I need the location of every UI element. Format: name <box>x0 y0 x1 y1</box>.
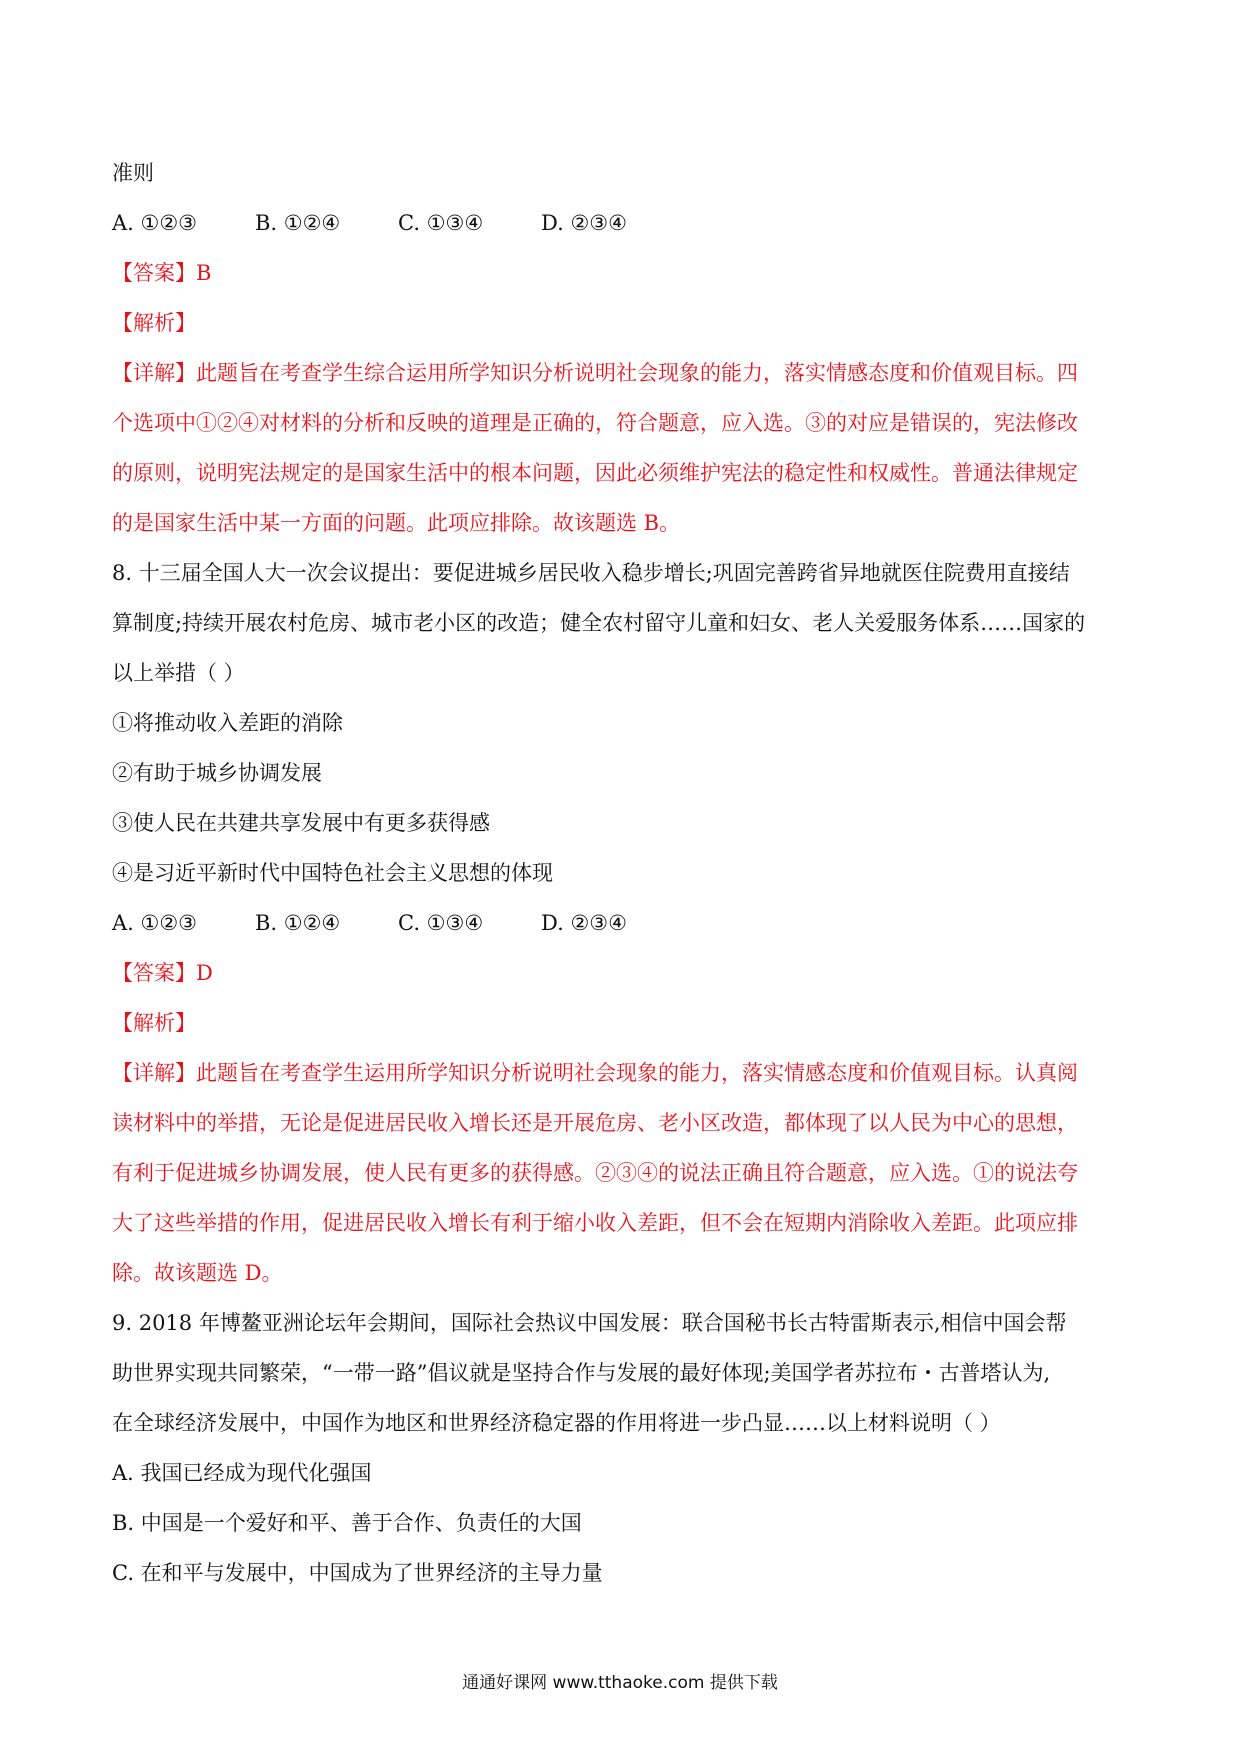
q8-choice-d: D. ②③④ <box>541 911 627 935</box>
q8-detail-line: 读材料中的举措，无论是促进居民收入增长还是开展危房、老小区改造，都体现了以人民为中心的思想， <box>112 1111 1078 1135</box>
q8-choice-b: B. ①②④ <box>255 911 341 935</box>
q8-stem-line: 8. 十三届全国人大一次会议提出：要促进城乡居民收入稳步增长;巩固完善跨省异地就医住院费用直接结 <box>112 561 1070 585</box>
q9-stem-line: 9. 2018 年博鳌亚洲论坛年会期间，国际社会热议中国发展：联合国秘书长古特雷斯表示,相信中国会帮 <box>112 1311 1067 1335</box>
q7-detail-line: 【详解】此题旨在考查学生综合运用所学知识分析说明社会现象的能力，落实情感态度和价值观目标。四 <box>112 361 1078 385</box>
document-page <box>112 148 1132 1598</box>
q8-detail-line: 【详解】此题旨在考查学生运用所学知识分析说明社会现象的能力，落实情感态度和价值观目标。认真阅 <box>112 1061 1078 1085</box>
q9-option-c: C. 在和平与发展中，中国成为了世界经济的主导力量 <box>112 1561 603 1585</box>
q8-choice-c: C. ①③④ <box>398 911 484 935</box>
q8-stem-line: 算制度;持续开展农村危房、城市老小区的改造；健全农村留守儿童和妇女、老人关爱服务体系……国家的 <box>112 611 1086 635</box>
q8-detail-line: 除。故该题选 D。 <box>112 1261 283 1285</box>
q8-item: ②有助于城乡协调发展 <box>112 761 322 785</box>
q9-option-a: A. 我国已经成为现代化强国 <box>112 1461 372 1485</box>
q8-analysis-label: 【解析】 <box>112 1011 196 1035</box>
q9-option-b: B. 中国是一个爱好和平、善于合作、负责任的大国 <box>112 1511 582 1535</box>
q8-choices <box>112 898 1132 948</box>
q7-choices <box>112 198 1132 248</box>
q8-stem-line: 以上举措（ ） <box>112 661 245 685</box>
q7-analysis-label: 【解析】 <box>112 311 196 335</box>
q7-choice-a: A. ①②③ <box>112 211 197 235</box>
q8-detail-line: 有利于促进城乡协调发展，使人民有更多的获得感。②③④的说法正确且符合题意，应入选。①的说法夸 <box>112 1161 1078 1185</box>
q7-answer: 【答案】B <box>112 261 212 285</box>
q7-choice-b: B. ①②④ <box>255 211 341 235</box>
q9-stem-line: 在全球经济发展中，中国作为地区和世界经济稳定器的作用将进一步凸显……以上材料说明（ ） <box>112 1411 1001 1435</box>
q8-item: ④是习近平新时代中国特色社会主义思想的体现 <box>112 861 553 885</box>
q7-choice-c: C. ①③④ <box>398 211 484 235</box>
q7-detail-line: 个选项中①②④对材料的分析和反映的道理是正确的，符合题意，应入选。③的对应是错误的，宪法修改 <box>112 411 1078 435</box>
q7-choice-d: D. ②③④ <box>541 211 627 235</box>
q7-detail-line: 的原则，说明宪法规定的是国家生活中的根本问题，因此必须维护宪法的稳定性和权威性。普通法律规定 <box>112 461 1078 485</box>
q8-item: ①将推动收入差距的消除 <box>112 711 343 735</box>
page-footer: 通通好课网 www.tthaoke.com 提供下载 <box>462 1673 778 1693</box>
q8-answer: 【答案】D <box>112 961 213 985</box>
q7-detail-line: 的是国家生活中某一方面的问题。此项应排除。故该题选 B。 <box>112 511 681 535</box>
q8-item: ③使人民在共建共享发展中有更多获得感 <box>112 811 490 835</box>
q9-stem-line: 助世界实现共同繁荣，“一带一路”倡议就是坚持合作与发展的最好体现;美国学者苏拉布・古普塔认为, <box>112 1361 1051 1385</box>
q7-stem-tail: 准则 <box>112 161 154 185</box>
q8-detail-line: 大了这些举措的作用，促进居民收入增长有利于缩小收入差距，但不会在短期内消除收入差距。此项应排 <box>112 1211 1078 1235</box>
q8-choice-a: A. ①②③ <box>112 911 197 935</box>
